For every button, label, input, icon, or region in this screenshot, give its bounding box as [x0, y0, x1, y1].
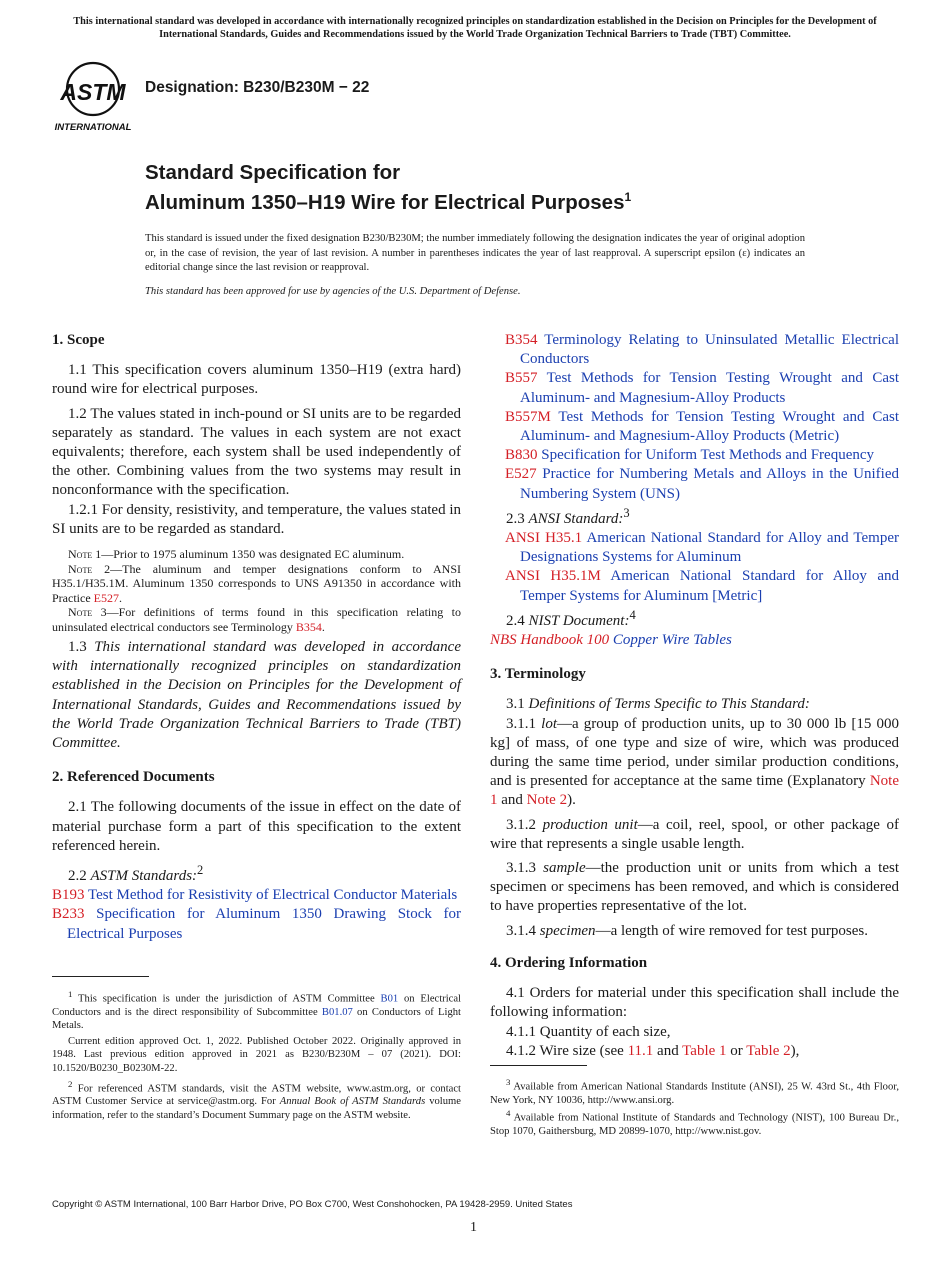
note-1: Note 1—Prior to 1975 aluminum 1350 was designated EC aluminum. [68, 547, 405, 562]
para-3-1: 3.1 Definitions of Terms Specific to This Standard: [506, 696, 810, 713]
footnote-4: $^4$ Available from National Institute of Standards and Technology (NIST), 100 Bureau Dr., Stop 1070, Gaithersburg, MD 20899-1070, http://www.nist.gov. [490, 1107, 899, 1137]
footnote-1: $^1$ This specification is under the jurisdiction of ASTM Committee B01 on Electrical Conductors and is the direct responsibility of Subcommittee B01.07 on Conductors of Light Metals. [52, 989, 461, 1031]
ref-b193[interactable]: B193 Test Method for Resistivity of Electrical Conductor Materials [52, 887, 458, 904]
copyright: Copyright © ASTM International, 100 Barr Harbor Drive, PO Box C700, West Conshohocken, PA 19428-2959. United States [52, 1199, 573, 1210]
para-4-1-2: 4.1.2 Wire size (see 11.1 and Table 1 or Table 2), [506, 1042, 800, 1059]
ref-b830[interactable]: B830 Specification for Uniform Test Methods and Frequency [505, 447, 875, 464]
dod-approval: This standard has been approved for use by agencies of the U.S. Department of Defense. [145, 286, 521, 297]
para-4-1-1: 4.1.1 Quantity of each size, [506, 1023, 671, 1040]
para-2-2: 2.2 ASTM Standards:$^2$ [68, 863, 204, 885]
section-heading-ordering-information: 4. Ordering Information [490, 954, 648, 971]
link-b01[interactable]: B01 [380, 993, 399, 1005]
right-column [490, 331, 899, 1061]
title-line-1: Standard Specification for [145, 161, 401, 184]
section-heading-referenced-documents: 2. Referenced Documents [52, 769, 215, 786]
link-table-2[interactable]: Table 2 [746, 1042, 791, 1059]
link-note-2[interactable]: Note 2 [526, 792, 568, 809]
link-11-1[interactable]: 11.1 [627, 1042, 654, 1059]
footnote-ref-4[interactable]: 4 [629, 607, 636, 622]
section-heading-terminology: 3. Terminology [490, 666, 586, 683]
footnote-2: $^2$ For referenced ASTM standards, visit the ASTM website, www.astm.org, or contact ASTM Customer Service at service@astm.org. For Annual Book of ASTM Standards volume information, refer to the standard’s Document Summary page on the ASTM website. [52, 1078, 461, 1121]
para-1-2: 1.2 The values stated in inch-pound or SI units are to be regarded separately as standard. The values in each system are not exact equivalents; therefore, each system shall be used independently of the other. Combining values from the two systems may result in nonconformance with the specification. [52, 405, 461, 499]
ref-ansi-h35-1[interactable]: ANSI H35.1 American National Standard for Alloy and Temper Designations Systems for Aluminum [505, 530, 899, 566]
ref-b557m[interactable]: B557M Test Methods for Tension Testing Wrought and Cast Aluminum- and Magnesium-Alloy Products (Metric) [505, 408, 899, 445]
note-3: Note 3—For definitions of terms found in this specification relating to uninsulated electrical conductors see Terminology B354. [52, 605, 461, 634]
ref-e527[interactable]: E527 Practice for Numbering Metals and Alloys in the Unified Numbering System (UNS) [505, 466, 899, 502]
page-number: 1 [470, 1220, 477, 1235]
link-b354[interactable]: B354 [295, 619, 322, 634]
link-note-1[interactable]: Note 1 [490, 773, 899, 809]
para-2-4: 2.4 NIST Document:$^4$ [506, 607, 636, 629]
para-1-3: 1.3 This international standard was developed in accordance with internationally recognized principles on standardization established in the Decision on Principles for the Development of International Standards, Guides and Recommendations issued by the World Trade Organization Technical Barriers to Trade (TBT) Committee. [52, 639, 461, 752]
para-3-1-1: 3.1.1 lot—a group of production units, up to 30 000 lb [15 000 kg] of mass, of one type and size of wire, which was produced during the same time period, under similar production conditions, and is presented for acceptance at the same time (Explanatory Note 1 and Note 2). [490, 715, 900, 809]
footnote-3: $^3$ Available from American National Standards Institute (ANSI), 25 W. 43rd St., 4th Floor, New York, NY 10036, http://www.ansi.org. [490, 1077, 899, 1106]
ref-b233[interactable]: B233 Specification for Aluminum 1350 Drawing Stock for Electrical Purposes [52, 906, 461, 942]
footnote-ref-2[interactable]: 2 [197, 863, 204, 878]
ref-nbs-handbook-100[interactable]: NBS Handbook 100 Copper Wire Tables [490, 632, 732, 649]
designation: Designation: B230/B230M − 22 [145, 79, 370, 96]
footnote-ref-1[interactable]: 1 [624, 190, 632, 204]
link-b01-07[interactable]: B01.07 [321, 1006, 353, 1018]
ref-ansi-h35-1m[interactable]: ANSI H35.1M American National Standard for Alloy and Temper Systems for Aluminum [Metric] [505, 568, 899, 604]
left-column [52, 331, 461, 944]
svg-text:ASTM: ASTM [60, 79, 126, 105]
para-2-1: 2.1 The following documents of the issue in effect on the date of material purchase form a part of this specification to the extent referenced herein. [52, 799, 461, 854]
para-3-1-2: 3.1.2 production unit—a coil, reel, spool, or other package of wire that represents a single usable length. [490, 816, 899, 852]
tbt-notice: This international standard was developed in accordance with internationally recognized principles on standardization established in the Decision on Principles for the Development of International Standards, Guides and Recommendations issued by the World Trade Organization Technical Barriers to Trade (TBT) Committee. [73, 16, 877, 40]
para-2-3: 2.3 ANSI Standard:$^3$ [506, 505, 630, 527]
para-3-1-3: 3.1.3 sample—the production unit or units from which a test specimen or specimens has been removed, and which is considered to have properties representative of the lot. [490, 860, 900, 915]
footnote-ref-3[interactable]: 3 [623, 505, 630, 520]
title-line-2: Aluminum 1350–H19 Wire for Electrical Purposes$^1$ [145, 190, 632, 214]
preface: This standard is issued under the fixed designation B230/B230M; the number immediately following the designation indicates the year of original adoption or, in the case of revision, the year of last revision. A number in parentheses indicates the year of last reapproval. A superscript epsilon (ε) indicates an editorial change since the last revision or reapproval. [145, 233, 805, 273]
footnote-rule-left [52, 976, 149, 977]
ref-b557[interactable]: B557 Test Methods for Tension Testing Wrought and Cast Aluminum- and Magnesium-Alloy Products [505, 370, 899, 406]
edition-info: Current edition approved Oct. 1, 2022. Published October 2022. Originally approved in 1948. Last previous edition approved in 2021 as B230/B230M – 07 (2021). DOI: 10.1520/B0230_B0230M-22. [52, 1036, 461, 1074]
link-table-1[interactable]: Table 1 [682, 1042, 727, 1059]
footnotes-left [52, 988, 461, 1122]
footnotes-right [490, 1076, 899, 1138]
para-4-1: 4.1 Orders for material under this specification shall include the following information: [490, 985, 899, 1021]
link-e527[interactable]: E527 [93, 590, 119, 605]
para-1-2-1: 1.2.1 For density, resistivity, and temperature, the values stated in SI units are to be regarded as standard. [52, 501, 461, 537]
section-heading-scope: 1. Scope [52, 332, 105, 348]
para-1-1: 1.1 This specification covers aluminum 1350–H19 (extra hard) round wire for electrical purposes. [52, 362, 461, 398]
astm-logo [52, 58, 134, 134]
note-2: Note 2—The aluminum and temper designations conform to ANSI H35.1/H35.1M. Aluminum 1350 corresponds to UNS A91350 in accordance with Practice E527. [52, 561, 461, 605]
footnote-rule-right [490, 1065, 587, 1066]
para-3-1-4: 3.1.4 specimen—a length of wire removed for test purposes. [506, 922, 868, 939]
ref-b354[interactable]: B354 Terminology Relating to Uninsulated Metallic Electrical Conductors [505, 332, 899, 368]
document-title [145, 161, 631, 215]
svg-text:INTERNATIONAL: INTERNATIONAL [54, 122, 132, 133]
